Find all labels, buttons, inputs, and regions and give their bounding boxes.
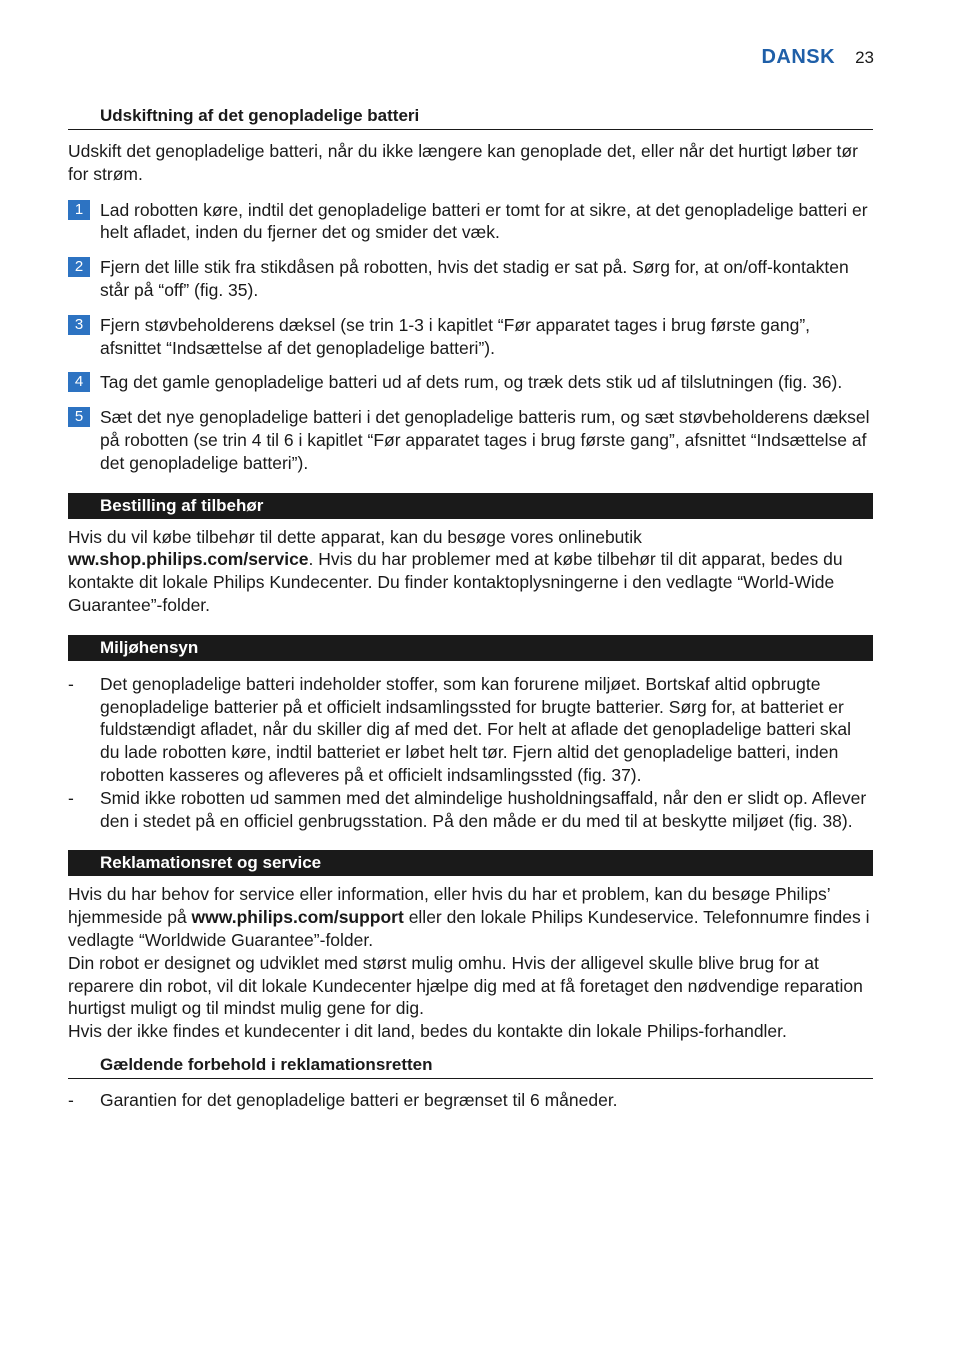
service-paragraph-1	[68, 883, 873, 951]
step-number-badge: 5	[68, 407, 90, 427]
language-label: DANSK	[761, 46, 836, 68]
step-text: Tag det gamle genopladelige batteri ud af dets rum, og træk dets stik ud af tilslutningen (fig. 36).	[100, 372, 843, 393]
battery-steps	[68, 199, 873, 475]
list-item-text: Det genopladelige batteri indeholder stoffer, som kan forurene miljøet. Bortskaf altid opbrugte genopladelige batterier på et officielt indsamlingssted for brugte batterier. Sørg for, at batteriet er fuldstændigt afladet, når du skiller dig af med det. For helt at aflade det genopladelige batteri skal du lade robotten køre, indtil batteriet er løbet helt tør. Fjern altid det genopladelige batteri, inden robotten kasseres og afleveres på et officielt indsamlingssted (fig. 37).	[100, 673, 852, 785]
service-p1-before: Hvis du har behov for service eller information, eller hvis du har et problem, kan du besøge Philips’ hjemmeside på	[68, 884, 830, 928]
accessories-text-before: Hvis du vil købe tilbehør til dette apparat, kan du besøge vores onlinebutik	[68, 526, 642, 547]
step-item	[68, 371, 873, 394]
step-text: Fjern støvbeholderens dæksel (se trin 1-3 i kapitlet “Før apparatet tages i brug første gang”, afsnittet “Indsættelse af det genopladelige batteri”).	[100, 314, 811, 358]
heading-accessories: Bestilling af tilbehør	[68, 493, 873, 519]
step-number-badge: 3	[68, 315, 90, 335]
list-item	[68, 1089, 873, 1112]
bullet-dash: -	[68, 1089, 74, 1110]
step-item	[68, 256, 873, 302]
support-link[interactable]: www.philips.com/support	[191, 907, 404, 928]
page-number: 23	[855, 48, 874, 67]
shop-link[interactable]: ww.shop.philips.com/service	[68, 549, 309, 570]
step-text: Sæt det nye genopladelige batteri i det genopladelige batteris rum, og sæt støvbeholderens dæksel på robotten (se trin 4 til 6 i kapitlet “Før apparatet tages i brug første gang”, afsnittet “Indsættelse af det genopladelige batteri”).	[100, 407, 870, 473]
battery-intro: Udskift det genopladelige batteri, når du ikke længere kan genoplade det, eller når det hurtigt løber tør for strøm.	[68, 141, 858, 184]
step-text: Lad robotten køre, indtil det genopladelige batteri er tomt for at sikre, at det genopladelige batteri er helt afladet, inden du fjerner det og smider det væk.	[100, 199, 868, 243]
list-item	[68, 787, 873, 833]
heading-battery-replacement: Udskiftning af det genopladelige batteri	[68, 106, 873, 130]
list-item	[68, 673, 873, 787]
heading-restrictions: Gældende forbehold i reklamationsretten	[68, 1055, 873, 1079]
step-number-badge: 4	[68, 372, 90, 392]
list-item-text: Smid ikke robotten ud sammen med det almindelige husholdningsaffald, når den er slidt op. Aflever den i stedet på en officiel genbrugsstation. På den måde er du med til at beskytte miljøet (fig. 38).	[100, 787, 867, 831]
heading-environment: Miljøhensyn	[68, 635, 873, 661]
step-item	[68, 314, 873, 360]
list-item-text: Garantien for det genopladelige batteri er begrænset til 6 måneder.	[100, 1089, 618, 1110]
step-item	[68, 406, 873, 474]
bullet-dash: -	[68, 673, 74, 694]
step-text: Fjern det lille stik fra stikdåsen på robotten, hvis det stadig er sat på. Sørg for, at on/off-kontakten står på “off” (fig. 35).	[100, 257, 849, 300]
service-paragraph-3: Hvis der ikke findes et kundecenter i dit land, bedes du kontakte din lokale Philips-forhandler.	[68, 1021, 787, 1042]
step-number-badge: 1	[68, 200, 90, 220]
restrictions-list	[68, 1089, 873, 1112]
service-p1-after: eller den lokale Philips Kundeservice. Telefonnumre findes i vedlagte “Worldwide Guarantee”-folder.	[68, 907, 870, 950]
accessories-text-after: . Hvis du har problemer med at købe tilbehør til dit apparat, bedes du kontakte dit lokale Philips Kundecenter. Du finder kontaktoplysningerne i den vedlagte “World-Wide Guarantee”-folder.	[68, 549, 843, 615]
bullet-dash: -	[68, 787, 74, 808]
page-header	[761, 46, 874, 69]
page-content	[68, 106, 873, 1122]
heading-service: Reklamationsret og service	[68, 850, 873, 876]
environment-list	[68, 673, 873, 833]
accessories-text	[68, 526, 873, 617]
service-paragraph-2: Din robot er designet og udviklet med størst mulig omhu. Hvis der alligevel skulle blive brug for at reparere din robot, vil dit lokale Kundecenter hjælpe dig med at få foretaget den nødvendige reparation hurtigst muligt og til mindst mulig gene for dig.	[68, 952, 863, 1019]
step-number-badge: 2	[68, 257, 90, 277]
step-item	[68, 199, 873, 245]
